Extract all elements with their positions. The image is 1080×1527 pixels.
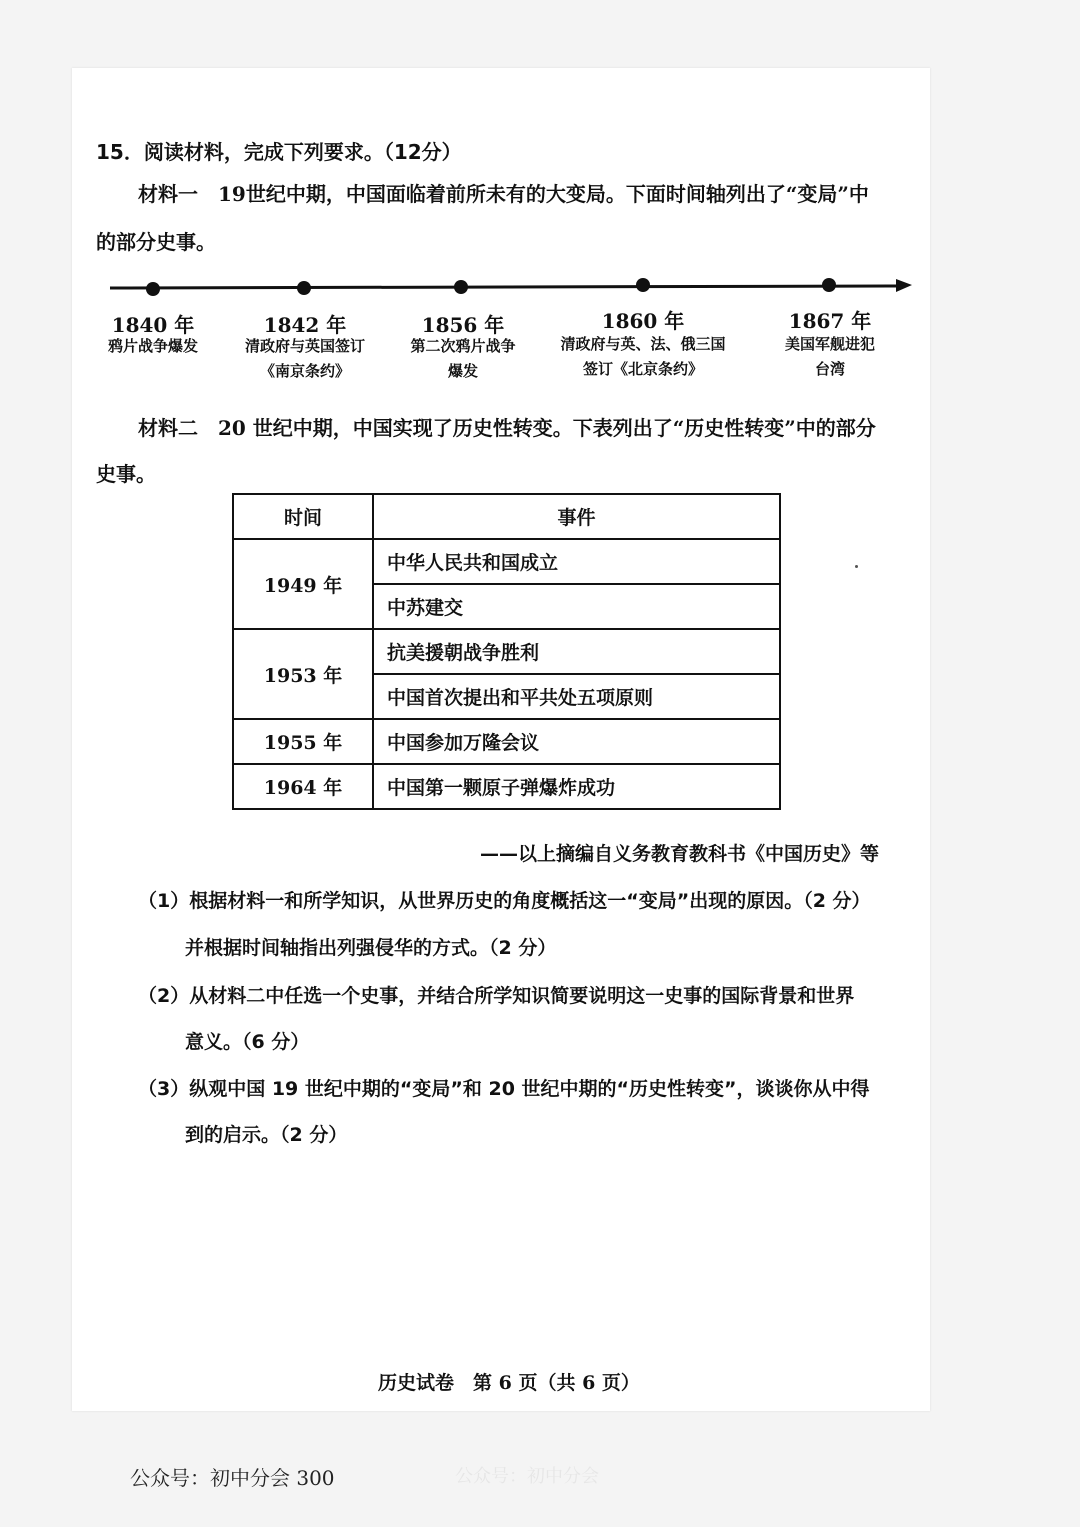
timeline-year: 1840 年 xyxy=(111,313,195,337)
header-event: 事件 xyxy=(373,494,780,539)
timeline-desc: 清政府与英、法、俄三国 签订《北京条约》 xyxy=(560,335,726,378)
material-2-line-2: 史事。 xyxy=(96,462,156,486)
watermark-right: 公众号：初中分会 xyxy=(455,1466,599,1487)
time-cell: 1964 年 xyxy=(233,764,373,809)
timeline-year: 1867 年 xyxy=(788,309,872,333)
event-cell: 中华人民共和国成立 xyxy=(373,539,780,584)
event-cell: 中国参加万隆会议 xyxy=(373,719,780,764)
events-table xyxy=(232,493,781,810)
timeline-year: 1860 年 xyxy=(601,309,685,333)
question-title: 15．阅读材料，完成下列要求。（12分） xyxy=(96,140,462,164)
timeline-arrow-icon xyxy=(896,279,912,292)
timeline-axis xyxy=(110,286,900,288)
timeline-desc: 第二次鸦片战争 爆发 xyxy=(410,337,516,380)
subquestion-2-line-1: （2）从材料二中任选一个史事，并结合所学知识简要说明这一史事的国际背景和世界 xyxy=(138,985,855,1007)
table-row xyxy=(233,719,780,764)
event-cell: 中苏建交 xyxy=(373,584,780,629)
table-row xyxy=(233,629,780,674)
event-cell: 抗美援朝战争胜利 xyxy=(373,629,780,674)
timeline-dot xyxy=(822,278,836,292)
timeline-dot xyxy=(454,280,468,294)
time-cell: 1949 年 xyxy=(233,539,373,629)
subquestion-3-line-1: （3）纵观中国 19 世纪中期的“变局”和 20 世纪中期的“历史性转变”，谈谈你从中得 xyxy=(138,1078,870,1100)
table-row xyxy=(233,539,780,584)
source-citation: ——以上摘编自义务教育教科书《中国历史》等 xyxy=(480,843,880,865)
subquestion-1-line-2: 并根据时间轴指出列强侵华的方式。（2 分） xyxy=(185,937,557,959)
subquestion-3-line-2: 到的启示。（2 分） xyxy=(185,1124,348,1146)
scan-speck xyxy=(855,565,858,568)
timeline-desc: 美国军舰进犯 台湾 xyxy=(784,335,875,378)
header-time: 时间 xyxy=(233,494,373,539)
timeline-desc: 清政府与英国签订 《南京条约》 xyxy=(244,337,365,380)
timeline-year: 1856 年 xyxy=(421,313,505,337)
timeline xyxy=(0,0,1080,320)
timeline-desc: 鸦片战争爆发 xyxy=(107,337,198,355)
event-cell: 中国首次提出和平共处五项原则 xyxy=(373,674,780,719)
table-header-row xyxy=(233,494,780,539)
timeline-dot xyxy=(636,278,650,292)
subquestion-1-line-1: （1）根据材料一和所学知识，从世界历史的角度概括这一“变局”出现的原因。（2 分） xyxy=(138,890,871,912)
time-cell: 1953 年 xyxy=(233,629,373,719)
time-cell: 1955 年 xyxy=(233,719,373,764)
material-1-line-2: 的部分史事。 xyxy=(96,230,216,254)
table-row xyxy=(233,764,780,809)
material-2-line-1: 材料二 20 世纪中期，中国实现了历史性转变。下表列出了“历史性转变”中的部分 xyxy=(138,416,876,440)
subquestion-2-line-2: 意义。（6 分） xyxy=(185,1031,310,1053)
timeline-dot xyxy=(146,282,160,296)
timeline-dot xyxy=(297,281,311,295)
event-cell: 中国第一颗原子弹爆炸成功 xyxy=(373,764,780,809)
material-1-line-1: 材料一 19世纪中期，中国面临着前所未有的大变局。下面时间轴列出了“变局”中 xyxy=(138,182,869,206)
page-footer: 历史试卷 第 6 页（共 6 页） xyxy=(378,1372,640,1394)
watermark-left: 公众号：初中分会 300 xyxy=(130,1466,335,1490)
timeline-year: 1842 年 xyxy=(263,313,347,337)
